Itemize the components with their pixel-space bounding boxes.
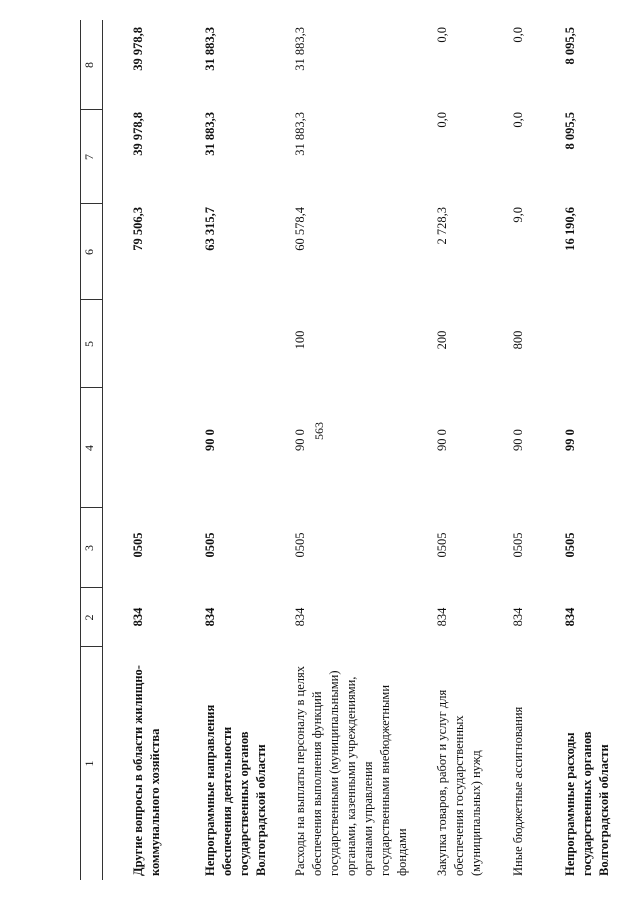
row-name: Иные бюджетные ассигнования bbox=[511, 706, 525, 876]
col-header-6: 6 bbox=[82, 249, 96, 255]
row-name: Расходы на выплаты персоналу в целях обеспечения выполнения функций государственными (муниципальными) органами, казенными учреждениями, органами управления государственными внебюджетными фондами bbox=[293, 666, 409, 876]
row-value-4: 90 0 bbox=[203, 429, 217, 451]
row-name: Непрограммные расходы государственных органов Волгоградской области bbox=[563, 731, 611, 876]
row-value-4: 90 0 bbox=[511, 429, 525, 451]
row-value-4: 90 0 bbox=[293, 429, 307, 451]
row-value-3: 0505 bbox=[435, 532, 449, 558]
row-name: Непрограммные направления обеспечения деятельности государственных органов Волгоградской области bbox=[203, 704, 268, 876]
row-value-3: 0505 bbox=[293, 532, 307, 558]
col-header-4: 4 bbox=[82, 445, 96, 451]
row-value-8: 0,0 bbox=[435, 27, 449, 43]
row-name: Закупка товаров, работ и услуг для обеспечения государственных (муниципальных) нужд bbox=[435, 689, 483, 876]
row-value-8: 8 095,5 bbox=[563, 27, 577, 65]
row-value-7: 8 095,5 bbox=[563, 112, 577, 150]
row-value-6: 63 315,7 bbox=[203, 207, 217, 251]
col-header-1: 1 bbox=[82, 760, 96, 767]
row-value-8: 39 978,8 bbox=[131, 27, 145, 71]
row-value-8: 0,0 bbox=[511, 27, 525, 43]
row-value-7: 39 978,8 bbox=[131, 112, 145, 156]
row-name: Другие вопросы в области жилищно-коммунального хозяйства bbox=[131, 665, 162, 876]
row-value-3: 0505 bbox=[203, 532, 217, 558]
col-header-7: 7 bbox=[82, 154, 96, 160]
row-value-6: 2 728,3 bbox=[435, 207, 449, 245]
header-bottom-rule bbox=[102, 20, 103, 880]
row-value-3: 0505 bbox=[511, 532, 525, 558]
row-value-4: 90 0 bbox=[435, 429, 449, 451]
row-value-5: 100 bbox=[293, 330, 307, 350]
row-value-2: 834 bbox=[131, 607, 145, 627]
row-value-5: 200 bbox=[435, 330, 449, 350]
header-top-rule bbox=[80, 20, 81, 880]
row-value-7: 31 883,3 bbox=[293, 112, 307, 156]
row-value-4: 99 0 bbox=[563, 429, 577, 451]
row-value-8: 31 883,3 bbox=[203, 27, 217, 71]
row-value-7: 0,0 bbox=[511, 112, 525, 128]
row-value-6: 60 578,4 bbox=[293, 207, 307, 251]
row-value-6: 16 190,6 bbox=[563, 207, 577, 251]
row-value-3: 0505 bbox=[131, 532, 145, 558]
row-value-6: 79 506,3 bbox=[131, 207, 145, 251]
budget-table bbox=[80, 20, 615, 880]
row-value-3: 0505 bbox=[563, 532, 577, 558]
row-value-2: 834 bbox=[203, 607, 217, 627]
row-value-6: 9,0 bbox=[511, 207, 525, 223]
row-value-2: 834 bbox=[563, 607, 577, 627]
row-value-5: 800 bbox=[511, 330, 525, 350]
row-value-2: 834 bbox=[511, 607, 525, 627]
row-value-2: 834 bbox=[435, 607, 449, 627]
row-value-7: 0,0 bbox=[435, 112, 449, 128]
page-number: 563 bbox=[312, 422, 326, 440]
row-value-7: 31 883,3 bbox=[203, 112, 217, 156]
col-header-2: 2 bbox=[82, 614, 96, 621]
row-value-8: 31 883,3 bbox=[293, 27, 307, 71]
col-header-3: 3 bbox=[82, 545, 96, 551]
row-value-2: 834 bbox=[293, 607, 307, 627]
col-header-8: 8 bbox=[82, 62, 96, 68]
col-header-5: 5 bbox=[82, 341, 96, 347]
